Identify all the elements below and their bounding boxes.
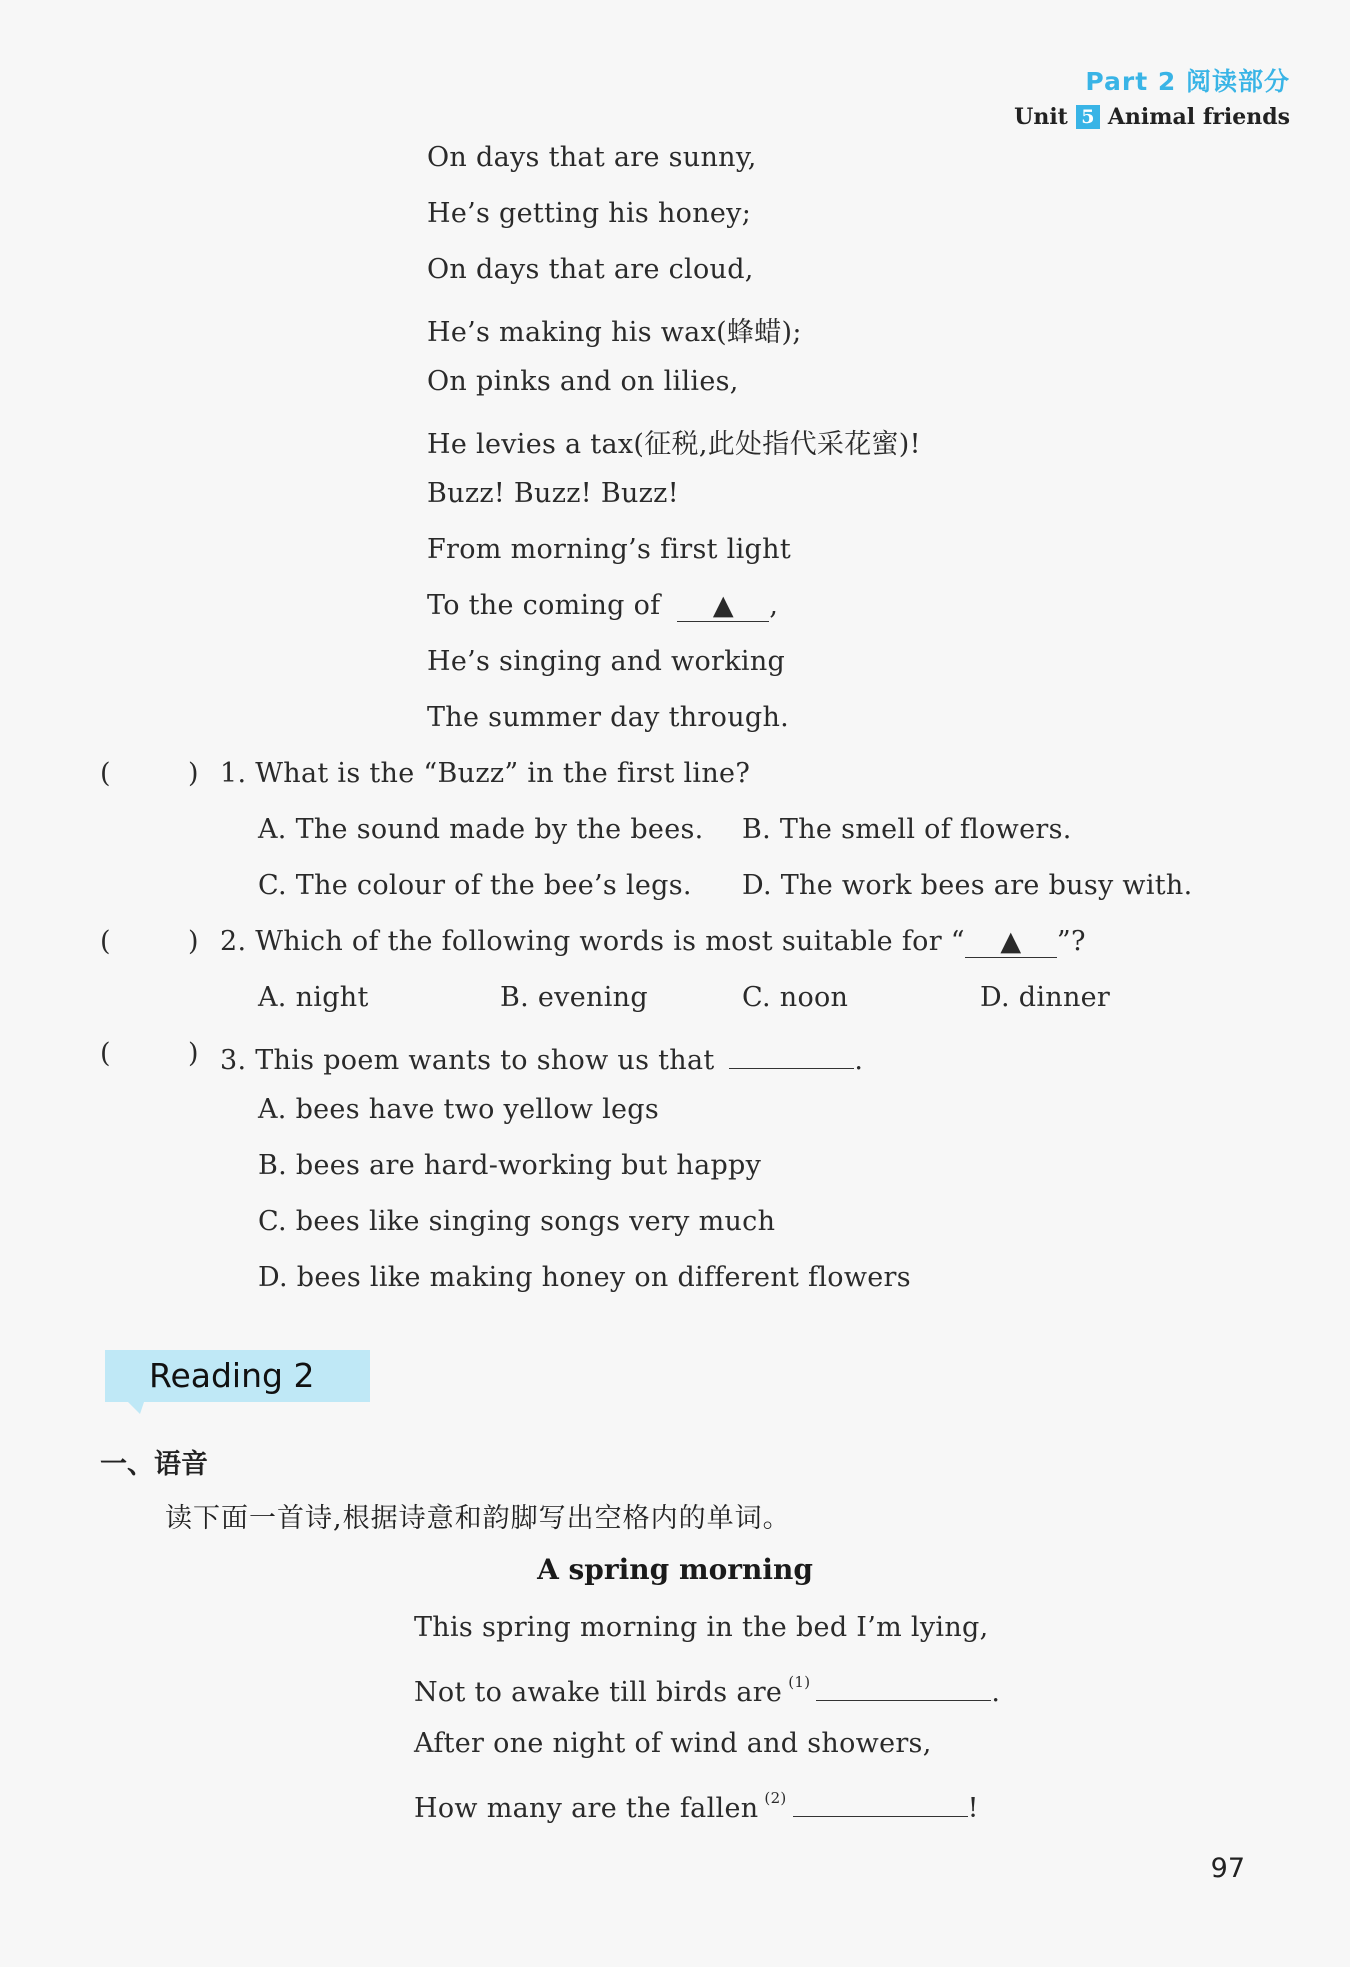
q3-option-d: D. bees like making honey on different flowers xyxy=(258,1262,911,1293)
poem1-line-1: On days that are sunny, xyxy=(427,142,757,173)
poem-title: A spring morning xyxy=(537,1553,813,1586)
unit-title: Animal friends xyxy=(1107,104,1290,130)
blank-number-2: (2) xyxy=(764,1789,787,1807)
q2-option-d: D. dinner xyxy=(980,982,1111,1013)
answer-paren-left: ( xyxy=(100,758,111,789)
page-number: 97 xyxy=(1210,1853,1245,1884)
poem1-line-5: On pinks and on lilies, xyxy=(427,366,739,397)
poem1-line-9-comma: , xyxy=(769,590,779,621)
q2-option-b: B. evening xyxy=(500,982,648,1013)
answer-paren-left: ( xyxy=(100,1038,111,1069)
question-3-blank xyxy=(729,1038,854,1069)
answer-paren-right: ) xyxy=(188,1038,199,1069)
answer-paren-left: ( xyxy=(100,926,111,957)
q3-option-c: C. bees like singing songs very much xyxy=(258,1206,776,1237)
poem1-blank: ▲ xyxy=(677,591,769,622)
poem2-line-1: This spring morning in the bed I’m lying, xyxy=(414,1612,989,1643)
q1-option-d: D. The work bees are busy with. xyxy=(742,870,1193,901)
answer-blank-2 xyxy=(793,1786,968,1817)
unit-word: Unit xyxy=(1014,104,1068,130)
poem2-line-4-text: How many are the fallen xyxy=(414,1793,759,1824)
poem1-line-11: The summer day through. xyxy=(427,702,790,733)
section-heading: 一、语音 xyxy=(100,1449,208,1480)
question-2-text xyxy=(220,926,1086,958)
question-3-text xyxy=(220,1038,863,1076)
question-2-text-after: ”? xyxy=(1056,926,1086,957)
question-2-blank: ▲ xyxy=(965,927,1057,958)
question-3-text-after: . xyxy=(854,1045,864,1076)
poem2-line-2-period: . xyxy=(991,1677,1001,1708)
banner-tail-shape xyxy=(128,1402,144,1414)
blank-number-1: (1) xyxy=(788,1673,811,1691)
q3-option-b: B. bees are hard-working but happy xyxy=(258,1150,762,1181)
instruction-text: 读下面一首诗,根据诗意和韵脚写出空格内的单词。 xyxy=(165,1503,791,1534)
poem2-line-2-text: Not to awake till birds are xyxy=(414,1677,783,1708)
answer-blank-1 xyxy=(816,1670,991,1701)
reading-2-banner: Reading 2 xyxy=(105,1350,370,1402)
poem1-line-8: From morning’s first light xyxy=(427,534,791,565)
q1-option-a: A. The sound made by the bees. xyxy=(258,814,704,845)
header-part-label: Part 2 阅读部分 xyxy=(1085,67,1290,96)
poem1-line-3: On days that are cloud, xyxy=(427,254,754,285)
poem1-line-4: He’s making his wax(蜂蜡); xyxy=(427,317,802,348)
q2-option-a: A. night xyxy=(258,982,369,1013)
q3-option-a: A. bees have two yellow legs xyxy=(258,1094,660,1125)
poem1-line-6: He levies a tax(征税,此处指代采花蜜)! xyxy=(427,429,921,460)
poem1-line-7: Buzz! Buzz! Buzz! xyxy=(427,478,679,509)
poem1-line-9-text: To the coming of xyxy=(427,590,661,621)
poem1-line-2: He’s getting his honey; xyxy=(427,198,752,229)
q1-option-b: B. The smell of flowers. xyxy=(742,814,1072,845)
poem2-line-2 xyxy=(414,1670,1000,1708)
answer-paren-right: ) xyxy=(188,758,199,789)
header-unit xyxy=(1014,104,1290,130)
poem1-line-9 xyxy=(427,590,778,622)
poem2-line-4-exclaim: ! xyxy=(967,1793,979,1824)
q2-option-c: C. noon xyxy=(742,982,849,1013)
answer-paren-right: ) xyxy=(188,926,199,957)
question-1-text: 1. What is the “Buzz” in the first line? xyxy=(220,758,751,789)
poem2-line-4 xyxy=(414,1786,979,1824)
unit-number-badge: 5 xyxy=(1076,105,1100,129)
q1-option-c: C. The colour of the bee’s legs. xyxy=(258,870,692,901)
poem1-line-10: He’s singing and working xyxy=(427,646,786,677)
question-2-text-before: 2. Which of the following words is most suitable for “ xyxy=(220,926,965,957)
question-3-text-before: 3. This poem wants to show us that xyxy=(220,1045,715,1076)
poem2-line-3: After one night of wind and showers, xyxy=(414,1728,932,1759)
